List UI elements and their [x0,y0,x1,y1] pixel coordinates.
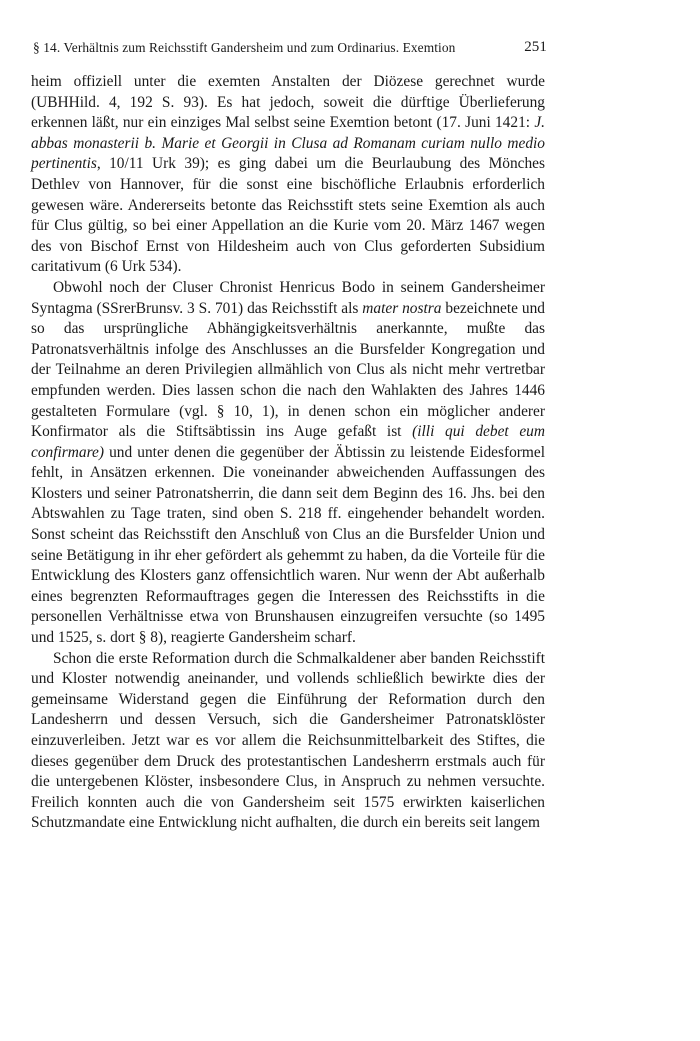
paragraph-1 [31,72,545,278]
book-page [31,40,545,834]
latin-quotation: mater nostra [362,299,442,317]
text-segment: bezeichnete und so das ursprüngliche Abhängigkeitsverhältnis anerkannte, mußte das Patronatsverhältnis infolge des Anschlusses an die Bursfelder Kongregation und der Teilnahme an deren Privilegien allmählich von Clus als nicht mehr vertretbar empfunden werden. Dies lassen schon die nach den Wahlakten des Jahres 1446 gestalteten Formulare (vgl. § 10, 1), in denen schon ein möglicher anderer Konfirmator als die Stiftsäbtissin ins Auge gefaßt ist [31,299,545,441]
running-header [31,40,545,64]
paragraph-2 [31,278,545,649]
latin-quotation: J. abbas monasterii b. Marie et Georgii in Clusa ad Romanam curiam nullo medio pertinentis [31,114,545,173]
text-segment: Schon die erste Reformation durch die Schmalkaldener aber banden Reichsstift und Kloster notwendig aneinander, und vollends schließlich bewirkte dies der gemeinsame Widerstand gegen die Einführung der Reformation durch den Landesherrn und dessen Versuch, sich die Gandersheimer Patronatsklöster einzuverleiben. Jetzt war es vor allem die Reichsunmittelbarkeit des Stiftes, die dieses gegenüber dem Druck des protestantischen Landesherrn erstmals auch für die untergebenen Klöster, insbesondere Clus, in Anspruch zu nehmen versuchte. Freilich konnten auch die von Gandersheim seit 1575 erwirkten kaiserlichen Schutzmandate eine Entwicklung nicht aufhalten, die durch ein bereits seit langem [31,649,545,832]
text-segment: und unter denen die gegenüber der Äbtissin zu leistende Eidesformel fehlt, in Ansätzen erkennen. Die voneinander abweichenden Auffassungen des Klosters und seiner Patronatsherrin, die dann seit dem Beginn des 16. Jhs. bei den Abtswahlen zu Tage traten, sind oben S. 218 ff. eingehender behandelt worden. Sonst scheint das Reichsstift den Anschluß von Clus an die Bursfelder Union und seine Betätigung in ihr eher gefördert als gehemmt zu haben, da die Vorteile für die Entwicklung des Klosters ganz offensichtlich waren. Nur wenn der Abt außerhalb eines begrenzten Reformauftrages gegen die Interessen des Reichsstifts in die personellen Verhältnisse etwa von Brunshausen einzugreifen versuchte (so 1495 und 1525, s. dort § 8), reagierte Gandersheim scharf. [31,443,545,647]
body-text [31,72,545,834]
text-segment: heim offiziell unter die exemten Anstalten der Diözese gerechnet wurde (UBHHild. 4, 192 S. 93). Es hat jedoch, soweit die dürftige Überlieferung erkennen läßt, nur ein einziges Mal selbst seine Exemtion betont (17. Juni 1421: [31,73,545,132]
latin-quotation: (illi qui debet eum confirmare) [31,423,545,461]
text-segment: , 10/11 Urk 39); es ging dabei um die Beurlaubung des Mönches Dethlev von Hannover, für die sonst eine bischöfliche Erlaubnis erforderlich gewesen wäre. Andererseits betonte das Reichsstift stets seine Exemtion als auch für Clus gültig, so bei einer Appellation an die Kurie vom 20. März 1467 wegen des von Bischof Ernst von Hildesheim auch von Clus geforderten Subsidium caritativum (6 Urk 534). [31,155,545,276]
page-number: 251 [524,39,547,55]
paragraph-3 [31,649,545,834]
chapter-heading: § 14. Verhältnis zum Reichsstift Gandersheim und zum Ordinarius. Exemtion [33,40,456,55]
text-segment: Obwohl noch der Cluser Chronist Henricus Bodo in seinem Gandersheimer Syntagma (SSrerBrunsv. 3 S. 701) das Reichsstift als [31,278,545,317]
